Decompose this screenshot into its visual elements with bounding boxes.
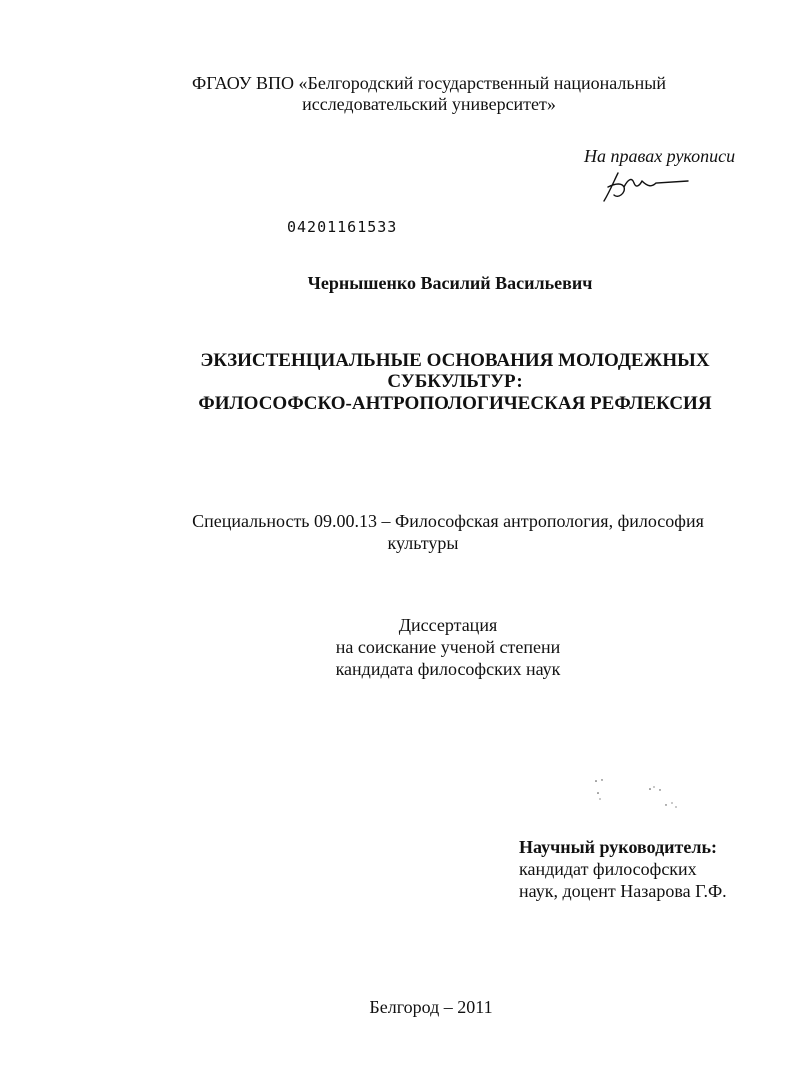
specialty-line-1: Специальность 09.00.13 – Философская антропология, философия — [192, 511, 704, 531]
manuscript-rights-label: На правах рукописи — [584, 146, 736, 166]
author-name: Чернышенко Василий Васильевич — [307, 273, 593, 293]
city-year: Белгород – 2011 — [369, 997, 493, 1017]
catalog-code: 04201161533 — [287, 218, 398, 236]
supervisor-degree: кандидат философских — [519, 859, 697, 879]
dissertation-title-line-1: ЭКЗИСТЕНЦИАЛЬНЫЕ ОСНОВАНИЯ МОЛОДЕЖНЫХ — [200, 350, 710, 371]
organization-line-1: ФГАОУ ВПО «Белгородский государственный национальный — [192, 73, 666, 93]
degree-line-1: на соискание ученой степени — [335, 637, 561, 657]
dissertation-type: Диссертация — [398, 615, 498, 635]
supervisor-heading: Научный руководитель: — [519, 837, 717, 857]
degree-line-2: кандидата философских наук — [335, 659, 561, 679]
dissertation-title-line-2: СУБКУЛЬТУР: — [387, 371, 523, 392]
specialty-line-2: культуры — [387, 533, 459, 553]
organization-line-2: исследовательский университет» — [302, 94, 556, 114]
scan-specks-icon — [588, 775, 688, 815]
dissertation-title-line-3: ФИЛОСОФСКО-АНТРОПОЛОГИЧЕСКАЯ РЕФЛЕКСИЯ — [198, 393, 712, 414]
supervisor-name: наук, доцент Назарова Г.Ф. — [519, 881, 727, 901]
signature-icon — [596, 165, 691, 205]
